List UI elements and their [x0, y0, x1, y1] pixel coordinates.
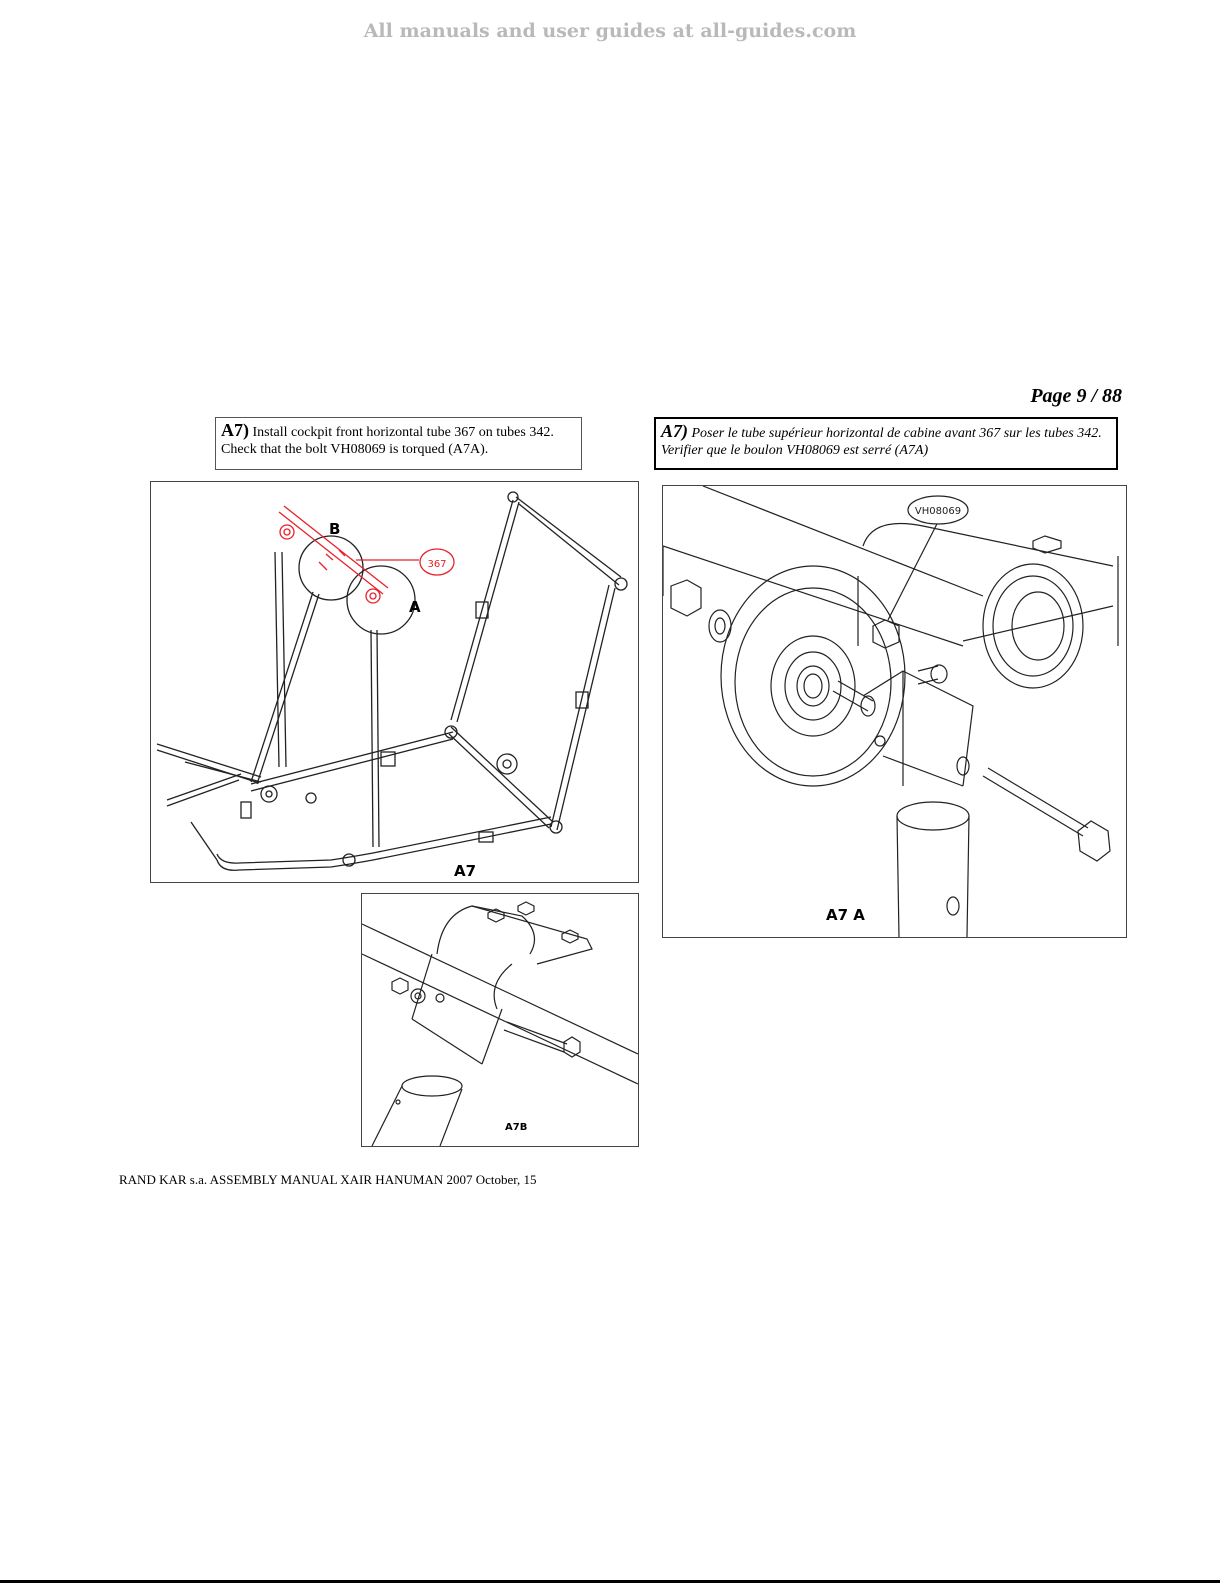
- instruction-box-fr: [654, 417, 1118, 470]
- long-bolt: [983, 768, 1088, 836]
- washer-icon: [709, 610, 731, 642]
- figure-a7b: [361, 893, 639, 1147]
- front-upright-left: [275, 552, 279, 767]
- figure-title-a7: A7: [454, 862, 477, 880]
- highlighted-tube-367: [279, 506, 454, 603]
- figure-title-a7a: A7 A: [826, 906, 865, 924]
- roof-tube: [516, 497, 621, 577]
- detail-label-b: B: [329, 520, 341, 538]
- figure-a7: [150, 481, 639, 883]
- instruction-line2-en: Check that the bolt VH08069 is torqued (A7A).: [221, 442, 489, 457]
- front-upright-center: [371, 630, 373, 847]
- rear-diagonal: [551, 585, 609, 827]
- cylinder-end: [983, 564, 1083, 688]
- vertical-tube: [897, 802, 969, 830]
- figure-title-a7b: A7B: [505, 1122, 528, 1133]
- page-number: Page 9 / 88: [1030, 385, 1122, 407]
- floor-tube-side: [451, 727, 553, 822]
- detail-circle-a: [347, 566, 415, 634]
- bolt-detail-drawing: [663, 486, 1126, 937]
- figure-a7a: [662, 485, 1127, 938]
- detail-label-a: A: [409, 598, 421, 616]
- diagonal-tube: [251, 592, 313, 782]
- step-label-fr: A7): [661, 421, 688, 441]
- bolt-head-icon: [873, 620, 899, 648]
- instruction-line1-fr: Poser le tube supérieur horizontal de cabine avant 367 sur les tubes 342.: [691, 426, 1102, 441]
- instruction-line2-fr: Verifier que le boulon VH08069 est serré (A7A): [661, 443, 929, 458]
- detail-circle-b: [299, 536, 363, 600]
- watermark: All manuals and user guides at all-guides.com: [363, 20, 857, 42]
- step-label-en: A7): [221, 420, 249, 440]
- tube-joint-drawing: [362, 894, 638, 1146]
- footer: RAND KAR s.a. ASSEMBLY MANUAL XAIR HANUMAN 2007 October, 15: [119, 1172, 537, 1187]
- bolt-callout: VH08069: [914, 506, 962, 517]
- floor-tube-cross: [251, 732, 453, 784]
- keel-tube: [217, 824, 551, 870]
- part-callout-367: 367: [427, 559, 447, 570]
- instruction-box-en: [215, 417, 582, 470]
- tube-end-flange: [721, 566, 905, 786]
- instruction-line1-en: Install cockpit front horizontal tube 367 on tubes 342.: [252, 425, 554, 440]
- frame-drawing: [151, 482, 638, 882]
- nut-icon: [671, 580, 701, 616]
- rear-upright: [451, 500, 513, 720]
